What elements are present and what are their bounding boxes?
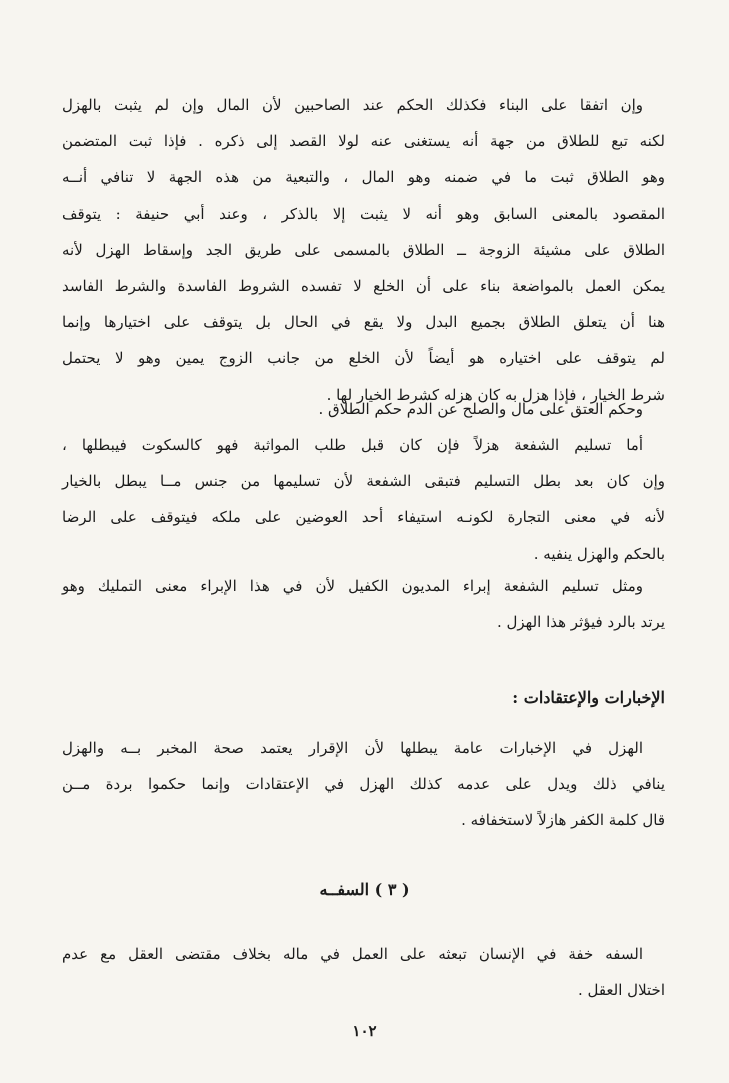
text-line: هنا أن يتعلق الطلاق بجميع البدل ولا يقع في الحال بل يتوقف على اختيارها وإنما [62,313,665,332]
paragraph-ikhbarat [62,730,665,839]
paragraph-safah [62,936,665,1008]
text-line: شرط الخيار ، فإذا هزل به كان هزله كشرط الخيار لها . [326,385,665,404]
heading-text: الإخبارات والإعتقادات : [512,688,665,707]
text-line: أما تسليم الشفعة هزلاً فإن كان قبل طلب المواثبة فهو كالسكوت فيبطلها ، [62,436,643,454]
text-line: وإن اتفقا على البناء فكذلك الحكم عند الصاحبين لأن المال وإن لم يثبت بالهزل [62,96,643,114]
text-line: بالحكم والهزل ينفيه . [533,544,665,563]
paragraph-shufa [62,427,665,572]
text-line: لم يتوقف على اختياره هو أيضاً لأن الخلع من جانب الزوج يمين وهو لا يحتمل [62,349,665,368]
paragraph-ibra [62,568,665,640]
text-line: المقصود بالمعنى السابق وهو أنه لا يثبت إلا بالذكر ، وعند أبي حنيفة : يتوقف [62,204,665,223]
text-line: السفه خفة في الإنسان تبعثه على العمل في ماله بخلاف مقتضى العقل مع عدم [62,945,643,963]
text-line: لكنه تبع للطلاق من جهة أنه يستغنى عنه لولا القصد إلى ذكره . فإذا ثبت المتضمن [62,132,665,151]
text-line: وحكم العتق على مال والصلح عن الدم حكم الطلاق . [318,400,643,418]
paragraph-itq [62,391,665,427]
paragraph-marriage-hazl [62,87,665,413]
text-line: وإن كان بعد بطل التسليم فتبقى الشفعة لأن تسليمها من جنس مــا يبطل بالخيار [62,472,665,491]
text-line: يرتد بالرد فيؤثر هذا الهزل . [496,613,665,632]
text-line: الطلاق على مشيئة الزوجة ــ الطلاق بالمسمى على طريق الجد وإسقاط الهزل لأنه [62,240,665,259]
text-line: لأنه في معنى التجارة لكونـه استيفاء أحد العوضين على ملكه فيتوقف على الرضا [62,508,665,527]
text-line: قال كلمة الكفر هازلاً لاستخفافه . [461,811,665,830]
text-line: يمكن العمل بالمواضعة بناء على أن الخلع لا تفسده الشروط الفاسدة والشرط الفاسد [62,276,665,295]
section-heading-ikhbarat [62,680,665,716]
section-title-safah: ( ٣ ) السفــه [319,880,410,899]
text-line: وهو الطلاق ثبت ما في ضمنه وهو المال ، والتبعية من هذه الجهة لا تنافي أنــه [62,168,665,187]
text-line: ومثل تسليم الشفعة إبراء المديون الكفيل لأن في هذا الإبراء معنى التمليك وهو [62,577,643,595]
text-line: اختلال العقل . [577,981,665,1000]
page-number: ١٠٢ [352,1022,377,1040]
text-line: الهزل في الإخبارات عامة يبطلها لأن الإقرار يعتمد صحة المخبر بــه والهزل [62,739,643,757]
text-line: ينافي ذلك ويدل على عدمه كذلك الهزل في الإعتقادات وإنما حكموا بردة مــن [62,775,665,794]
